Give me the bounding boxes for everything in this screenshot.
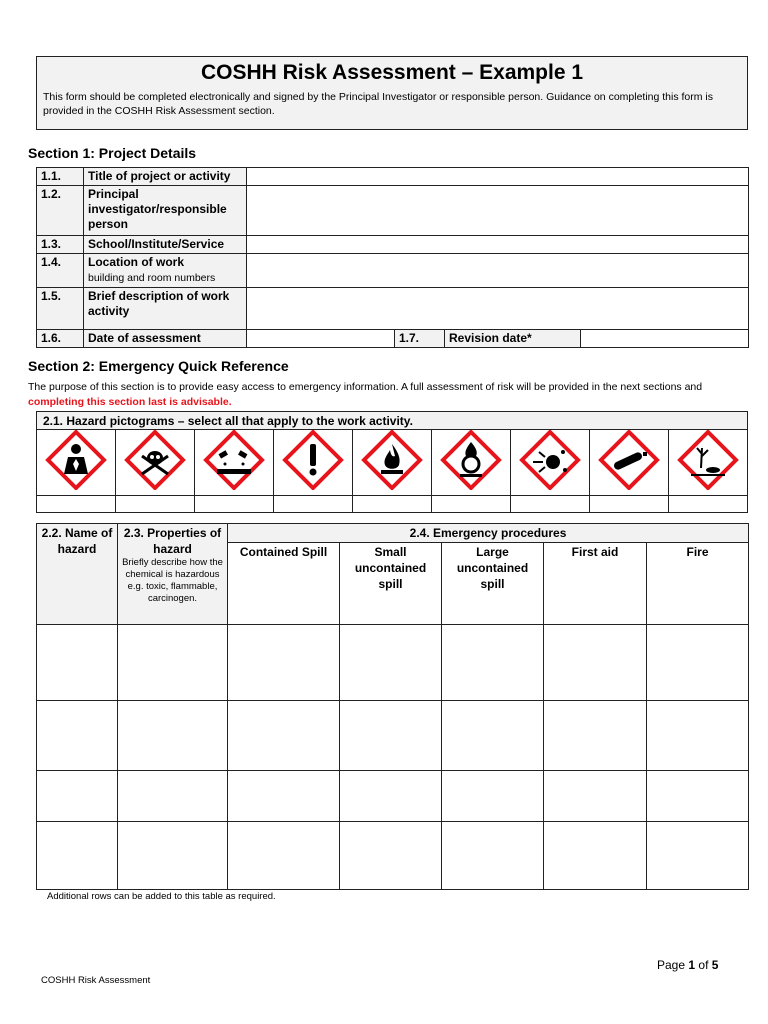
entry-cell[interactable] — [442, 822, 544, 890]
table-row — [37, 822, 749, 890]
entry-cell[interactable] — [442, 625, 544, 701]
pictogram-cell — [432, 430, 511, 496]
description-field[interactable] — [247, 288, 749, 330]
toxic-skull-icon — [120, 430, 190, 490]
row-label: School/Institute/Service — [84, 236, 247, 254]
pictogram-checkbox[interactable] — [195, 496, 274, 513]
row-label: Revision date* — [445, 330, 581, 348]
entry-cell[interactable] — [544, 771, 647, 822]
intro-text: This form should be completed electronically and signed by the Principal Investigator or responsible person. Guidance on completing this form is provided in the COSHH Risk Assessment section. — [43, 91, 714, 117]
health-hazard-icon — [41, 430, 111, 490]
row-number: 1.6. — [37, 330, 84, 348]
corrosive-icon — [199, 430, 269, 490]
pictogram-cell — [195, 430, 274, 496]
emergency-table — [36, 523, 749, 890]
location-field[interactable] — [247, 254, 749, 288]
entry-cell[interactable] — [228, 822, 340, 890]
entry-cell[interactable] — [544, 822, 647, 890]
pictogram-checkbox[interactable] — [37, 496, 116, 513]
row-label: Principal investigator/responsible person — [84, 186, 247, 236]
procedure-col-header: First aid — [544, 543, 647, 625]
properties-title: 2.3. Properties of hazard — [123, 526, 222, 556]
explosive-icon — [515, 430, 585, 490]
table-note: Additional rows can be added to this table as required. — [47, 891, 276, 902]
pictogram-cell — [511, 430, 590, 496]
location-label: Location of work — [88, 255, 184, 269]
row-number: 1.2. — [37, 186, 84, 236]
row-number: 1.1. — [37, 168, 84, 186]
purpose-red-text: completing this section last is advisable. — [28, 396, 232, 408]
section2-purpose — [28, 380, 748, 410]
row-label: Date of assessment — [84, 330, 247, 348]
table-row — [37, 625, 749, 701]
section1-heading: Section 1: Project Details — [28, 145, 197, 161]
pictogram-cell — [116, 430, 195, 496]
table-row — [37, 330, 749, 348]
pictogram-checkbox[interactable] — [116, 496, 195, 513]
pictogram-checkbox[interactable] — [353, 496, 432, 513]
footer-text: COSHH Risk Assessment — [41, 975, 151, 986]
document-title: COSHH Risk Assessment – Example 1 — [200, 61, 584, 84]
procedure-col-header: Contained Spill — [228, 543, 340, 625]
entry-cell[interactable] — [228, 771, 340, 822]
assessment-date-field[interactable] — [247, 330, 395, 348]
pictogram-checkbox[interactable] — [590, 496, 669, 513]
entry-cell[interactable] — [37, 822, 118, 890]
entry-cell[interactable] — [340, 771, 442, 822]
pictogram-cell — [590, 430, 669, 496]
pictogram-checkbox[interactable] — [432, 496, 511, 513]
entry-cell[interactable] — [118, 822, 228, 890]
pictogram-checkbox[interactable] — [669, 496, 748, 513]
entry-cell[interactable] — [647, 822, 749, 890]
procedure-col-header: Large uncontained spill — [442, 543, 544, 625]
pictogram-cell — [353, 430, 432, 496]
gas-cylinder-icon — [594, 430, 664, 490]
page-current: 1 — [688, 958, 696, 972]
row-label: Title of project or activity — [84, 168, 247, 186]
table-row — [37, 254, 749, 288]
entry-cell[interactable] — [647, 625, 749, 701]
entry-cell[interactable] — [647, 771, 749, 822]
purpose-text: The purpose of this section is to provide easy access to emergency information. A full assessment of risk will be provided in the next sections and — [28, 381, 703, 393]
name-header: 2.2. Name of hazard — [37, 524, 118, 625]
location-hint: building and room numbers — [88, 272, 216, 284]
row-label — [84, 254, 247, 288]
row-number: 1.3. — [37, 236, 84, 254]
row-label: Brief description of work activity — [84, 288, 247, 330]
page-number — [657, 958, 718, 972]
entry-cell[interactable] — [228, 701, 340, 771]
procedure-col-header: Small uncontained spill — [340, 543, 442, 625]
page-label: Page — [657, 958, 686, 972]
entry-cell[interactable] — [118, 625, 228, 701]
entry-cell[interactable] — [442, 701, 544, 771]
investigator-field[interactable] — [247, 186, 749, 236]
row-number: 1.7. — [395, 330, 445, 348]
table-row — [37, 168, 749, 186]
entry-cell[interactable] — [340, 701, 442, 771]
entry-cell[interactable] — [37, 771, 118, 822]
flammable-icon — [357, 430, 427, 490]
entry-cell[interactable] — [544, 625, 647, 701]
entry-cell[interactable] — [647, 701, 749, 771]
entry-cell[interactable] — [228, 625, 340, 701]
pictogram-header: 2.1. Hazard pictograms – select all that apply to the work activity. — [37, 412, 748, 430]
entry-cell[interactable] — [37, 701, 118, 771]
school-field[interactable] — [247, 236, 749, 254]
page-of: of — [698, 958, 709, 972]
environment-icon — [673, 430, 743, 490]
table-row — [37, 288, 749, 330]
procedure-col-header: Fire — [647, 543, 749, 625]
pictogram-table — [36, 411, 748, 513]
project-details-table — [36, 167, 749, 348]
pictogram-cell — [274, 430, 353, 496]
entry-cell[interactable] — [442, 771, 544, 822]
section2-heading: Section 2: Emergency Quick Reference — [28, 358, 289, 374]
title-box — [36, 56, 748, 130]
procedures-header: 2.4. Emergency procedures — [228, 524, 749, 543]
page-total: 5 — [711, 958, 719, 972]
entry-cell[interactable] — [340, 822, 442, 890]
oxidising-icon — [436, 430, 506, 490]
entry-cell[interactable] — [37, 625, 118, 701]
table-row — [37, 701, 749, 771]
table-row — [37, 186, 749, 236]
row-number: 1.4. — [37, 254, 84, 288]
entry-cell[interactable] — [544, 701, 647, 771]
entry-cell[interactable] — [118, 701, 228, 771]
pictogram-cell — [669, 430, 748, 496]
row-number: 1.5. — [37, 288, 84, 330]
exclamation-icon — [278, 430, 348, 490]
properties-header — [118, 524, 228, 625]
entry-cell[interactable] — [118, 771, 228, 822]
properties-hint: Briefly describe how the chemical is hazardous e.g. toxic, flammable, carcinogen. — [122, 557, 223, 604]
table-row — [37, 771, 749, 822]
entry-cell[interactable] — [340, 625, 442, 701]
pictogram-checkbox[interactable] — [511, 496, 590, 513]
table-row — [37, 236, 749, 254]
revision-date-field[interactable] — [581, 330, 749, 348]
title-field[interactable] — [247, 168, 749, 186]
pictogram-checkbox[interactable] — [274, 496, 353, 513]
pictogram-cell — [37, 430, 116, 496]
